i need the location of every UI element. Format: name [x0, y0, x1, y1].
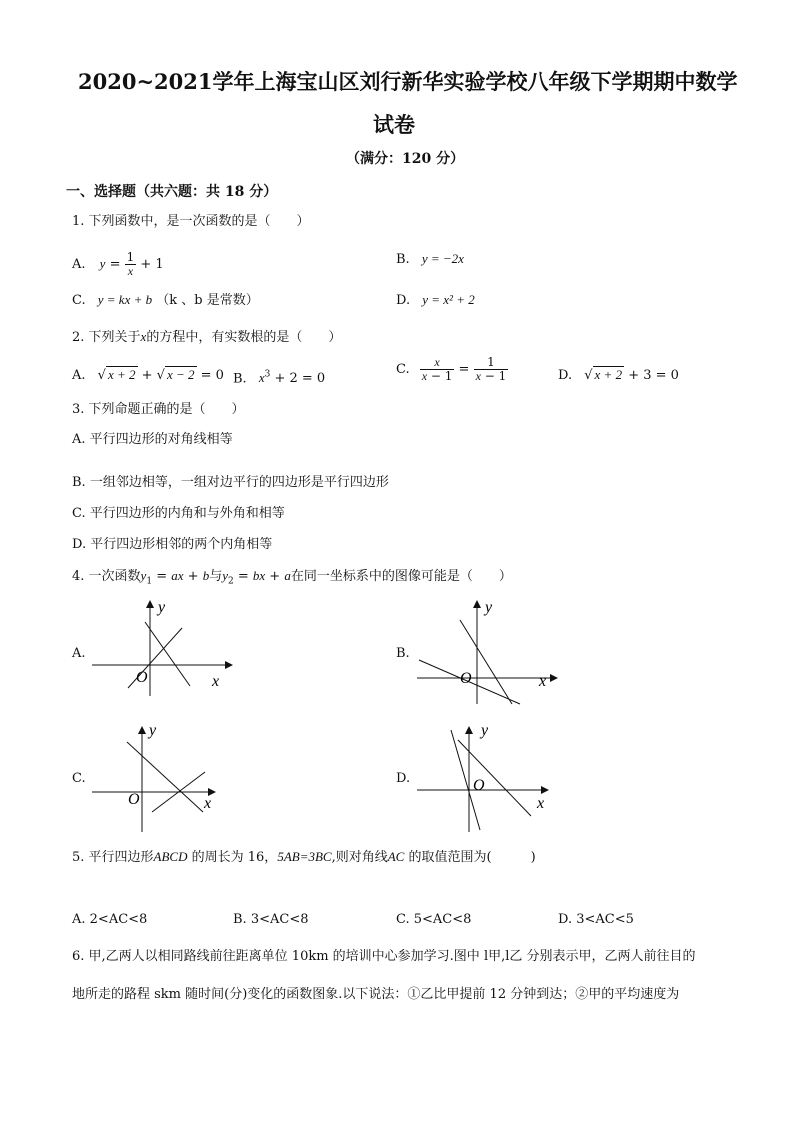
- q1-option-d: [396, 292, 475, 309]
- q5-option-d: D. 3<AC<5: [558, 912, 634, 927]
- page-title: 2020~2021学年上海宝山区刘行新华实验学校八年级下学期期中数学: [78, 69, 738, 94]
- q3-option-d: D. 平行四边形相邻的两个内角相等: [72, 537, 273, 552]
- q2-option-a-label: A.: [72, 368, 86, 383]
- q2-option-c: C. $\frac{x}{x - 1}$ = $\frac{1}{x - 1}$: [396, 355, 507, 383]
- question-2-stem: 2. 下列关于x的方程中，有实数根的是（ ）: [72, 329, 342, 345]
- page-title-line2: 试卷: [373, 112, 415, 137]
- question-1-stem: 1. 下列函数中，是一次函数的是（ ）: [72, 214, 310, 229]
- x-axis-label: x: [539, 673, 547, 690]
- y-axis-label: y: [485, 599, 493, 616]
- q1-option-a-label: A.: [72, 257, 86, 272]
- q5-option-b: B. 3<AC<8: [233, 912, 309, 927]
- q1-option-b: [396, 251, 464, 268]
- origin-label: O: [460, 670, 472, 687]
- q1-option-d-label: D.: [396, 293, 411, 308]
- q1-option-a: A. y = $\frac{1}{x}$ + 1: [72, 250, 164, 278]
- q1-option-b-label: B.: [396, 252, 410, 267]
- x-axis-label: x: [212, 673, 220, 690]
- q2-option-b: B. $x^3 + 2 = 0$: [233, 370, 326, 387]
- y-axis-label: y: [158, 599, 166, 616]
- q1-option-c-note: （k 、b 是常数）: [156, 293, 259, 308]
- question-6-line1: 6. 甲,乙两人以相同路线前往距离单位 10km 的培训中心参加学习.图中 l甲,l乙 分别表示甲，乙两人前往目的: [72, 949, 696, 964]
- question-3-stem: 3. 下列命题正确的是（ ）: [72, 402, 245, 417]
- q2-option-a: A. √ x + 2 + √ x − 2 = 0: [72, 367, 224, 383]
- q4-option-b-label: B.: [396, 646, 410, 661]
- y-axis-label: y: [481, 722, 489, 739]
- q1-option-c-label: C.: [72, 293, 86, 308]
- section-header: 一、选择题（共六题：共 18 分）: [66, 184, 278, 200]
- x-axis-label: x: [537, 795, 545, 812]
- q1-option-b-expr: y = −2x: [421, 251, 464, 266]
- q5-option-c: C. 5<AC<8: [396, 912, 472, 927]
- origin-label: O: [473, 777, 485, 794]
- q2-option-b-label: B.: [233, 371, 247, 387]
- origin-label: O: [136, 669, 148, 686]
- q3-option-c: C. 平行四边形的内角和与外角和相等: [72, 506, 285, 521]
- q1-option-c: [72, 292, 259, 309]
- q4-graph-b: [415, 598, 560, 708]
- q1-option-c-expr: y = kx + b: [97, 292, 153, 307]
- q5-option-a: A. 2<AC<8: [72, 912, 148, 927]
- q4-graph-a: [90, 598, 235, 698]
- question-4-stem: 4. 一次函数$y_1$ = ax + b与$y_2$ = bx + a在同一坐标系中的图像可能是（ ）: [72, 568, 512, 587]
- q3-option-b: B. 一组邻边相等，一组对边平行的四边形是平行四边形: [72, 475, 389, 490]
- q1-option-d-expr: y = x² + 2: [422, 292, 475, 307]
- q4-graph-c: [90, 722, 225, 834]
- q2-option-c-label: C.: [396, 362, 410, 377]
- q4-option-a-label: A.: [72, 646, 86, 661]
- q4-option-d-label: D.: [396, 771, 411, 786]
- q3-option-a: A. 平行四边形的对角线相等: [72, 432, 233, 447]
- q2-option-d-label: D.: [558, 368, 573, 383]
- x-axis-label: x: [204, 795, 212, 812]
- q4-option-c-label: C.: [72, 771, 86, 786]
- q2-option-d: D. √ x + 2 + 3 = 0: [558, 367, 679, 383]
- score-note: （满分：120 分）: [346, 151, 465, 167]
- question-5-stem: 5. 平行四边形ABCD 的周长为 16，5AB=3BC,则对角线AC 的取值范围为( ): [72, 849, 536, 865]
- q4-graph-d: [415, 722, 555, 834]
- y-axis-label: y: [149, 722, 157, 739]
- origin-label: O: [128, 791, 140, 808]
- question-6-line2: 地所走的路程 skm 随时间(分)变化的函数图象.以下说法：①乙比甲提前 12 分钟到达；②甲的平均速度为: [72, 987, 680, 1002]
